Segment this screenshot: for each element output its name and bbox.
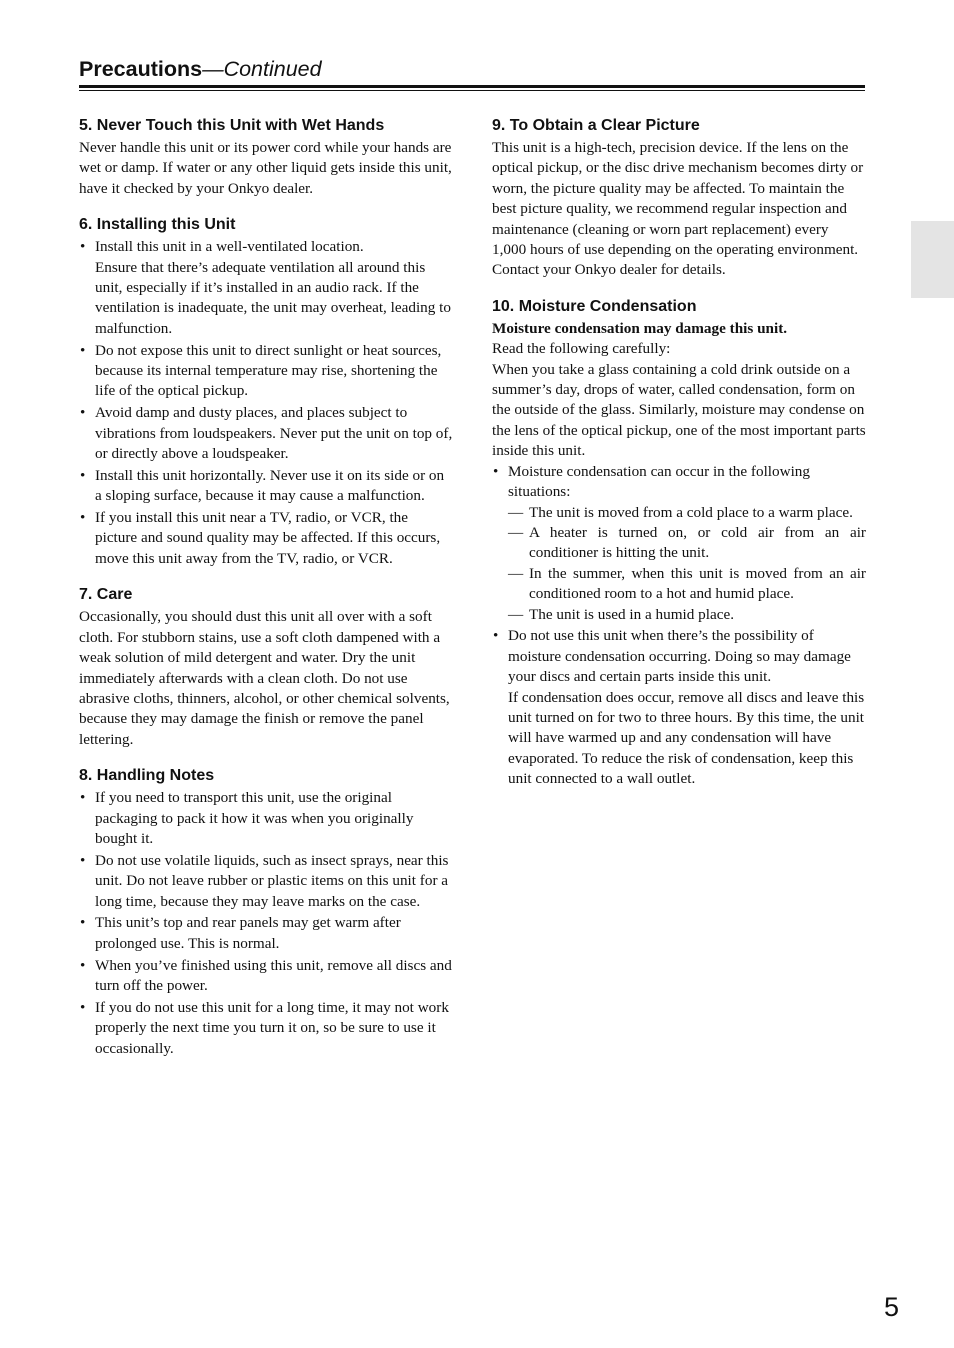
dash-item: — A heater is turned on, or cold air from an air conditioner is hitting the unit. [508, 523, 866, 564]
page-number: 5 [884, 1292, 900, 1322]
section-wet-hands [79, 116, 453, 199]
section-care [79, 585, 453, 750]
list-item-text: Moisture condensation can occur in the following situations: [508, 462, 810, 501]
list-item [492, 462, 866, 625]
list-item: • When you’ve finished using this unit, remove all discs and turn off the power. [79, 956, 453, 997]
dash-item: — In the summer, when this unit is moved from an air conditioned room to a hot and humid place. [508, 564, 866, 605]
section-clear-picture [492, 116, 866, 281]
section-heading: 9. To Obtain a Clear Picture [492, 117, 700, 134]
page-title-main: Precautions [79, 57, 203, 81]
list-item: • This unit’s top and rear panels may get warm after prolonged use. This is normal. [79, 913, 453, 954]
list-item-subtext: If condensation does occur, remove all discs and leave this unit turned on for two to three hours. By this time, the unit will have warmed up and any condensation will have evaporated. To reduce the risk of condensation, keep this unit connected to a wall outlet. [508, 688, 865, 788]
section-body: When you take a glass containing a cold drink outside on a summer’s day, drops of water, called condensation, form on the outside of the glass. Similarly, moisture may condense on the lens of the optical pickup, one of the most important parts inside this unit. [492, 360, 866, 460]
list-item: • Avoid damp and dusty places, and places subject to vibrations from loudspeakers. Never put the unit on top of, or directly above a loudspeaker. [79, 403, 453, 464]
bullet-list [492, 462, 866, 790]
section-moisture [492, 297, 866, 790]
bullet-list [79, 788, 453, 1059]
list-item: • Do not use volatile liquids, such as insect sprays, near this unit. Do not leave rubber or plastic items on this unit for a long time, because they may leave marks on the case. [79, 851, 453, 912]
section-body: This unit is a high-tech, precision device. If the lens on the optical pickup, or the disc drive mechanism becomes dirty or worn, the picture quality may be affected. To maintain the best picture quality, we recommend regular inspection and maintenance (cleaning or worn part replacement) every 1,000 hours of use depending on the operating environment. Contact your Onkyo dealer for details. [492, 139, 864, 279]
section-heading: 6. Installing this Unit [79, 216, 236, 234]
section-body: Occasionally, you should dust this unit all over with a soft cloth. For stubborn stains, use a soft cloth dampened with a weak solution of mild detergent and water. Dry the unit immediately afterwards with a clean cloth. Do not use abrasive cloths, thinners, alcohol, or other chemical solvents, because they may damage the finish or remove the panel lettering. [79, 608, 450, 748]
page-header [79, 55, 865, 83]
lead-text: Read the following carefully: [492, 340, 671, 358]
section-heading: 5. Never Touch this Unit with Wet Hands [79, 117, 385, 134]
list-item [492, 626, 866, 789]
bullet-list [79, 237, 453, 569]
dash-item: — The unit is used in a humid place. [508, 605, 866, 625]
list-item-text: Install this unit in a well-ventilated location. [95, 238, 364, 256]
section-handling [79, 766, 453, 1059]
section-installing [79, 215, 453, 569]
list-item: • If you do not use this unit for a long time, it may not work properly the next time you turn it on, so be sure to use it occasionally. [79, 998, 453, 1059]
section-body: Never handle this unit or its power cord while your hands are wet or damp. If water or any other liquid gets inside this unit, have it checked by your Onkyo dealer. [79, 139, 452, 197]
side-thumb-tab [911, 221, 954, 298]
list-item: • Do not expose this unit to direct sunlight or heat sources, because its internal temperature may rise, shortening the life of the optical pickup. [79, 341, 453, 402]
dash-list [508, 503, 866, 625]
list-item-text: Do not use this unit when there’s the possibility of moisture condensation occurring. Doing so may damage your discs and certain parts inside this unit. [508, 627, 851, 686]
header-rule-thick [79, 85, 865, 88]
right-column [492, 116, 866, 806]
page-title [79, 55, 865, 83]
warning-text: Moisture condensation may damage this unit. [492, 319, 788, 337]
section-heading: 10. Moisture Condensation [492, 297, 697, 315]
section-heading: 8. Handling Notes [79, 767, 215, 785]
header-rule-thin [79, 90, 865, 91]
dash-item: — The unit is moved from a cold place to a warm place. [508, 503, 866, 523]
left-column [79, 116, 453, 1075]
page-title-continued: —Continued [202, 57, 322, 81]
list-item-subtext: Ensure that there’s adequate ventilation all around this unit, especially if it’s installed in an audio rack. If the ventilation is inadequate, the unit may overheat, leading to malfunction. [95, 258, 451, 337]
list-item: • If you install this unit near a TV, radio, or VCR, the picture and sound quality may be affected. If this occurs, move this unit away from the TV, radio, or VCR. [79, 508, 453, 569]
section-heading: 7. Care [79, 586, 133, 604]
list-item [79, 237, 453, 339]
list-item: • If you need to transport this unit, use the original packaging to pack it how it was when you originally bought it. [79, 788, 453, 849]
list-item: • Install this unit horizontally. Never use it on its side or on a sloping surface, because it may cause a malfunction. [79, 466, 453, 507]
